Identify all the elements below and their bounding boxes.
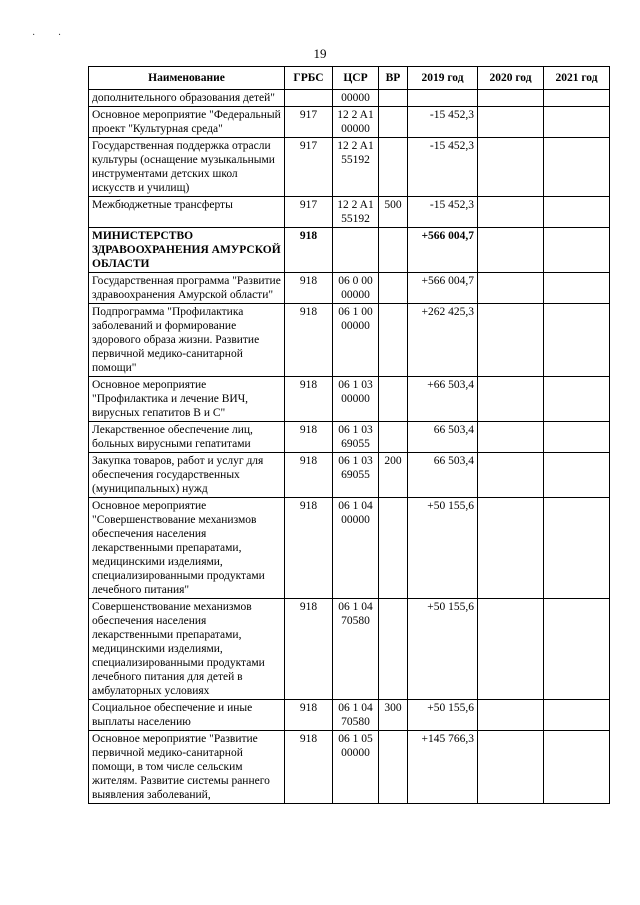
cell-y2020 bbox=[478, 731, 544, 804]
cell-grbs: 918 bbox=[285, 304, 333, 377]
cell-grbs: 917 bbox=[285, 197, 333, 228]
cell-y2019: +50 155,6 bbox=[408, 498, 478, 599]
cell-vr: 200 bbox=[379, 453, 408, 498]
header-2021: 2021 год bbox=[544, 67, 610, 90]
cell-y2020 bbox=[478, 453, 544, 498]
header-grbs: ГРБС bbox=[285, 67, 333, 90]
cell-name: дополнительного образования детей" bbox=[89, 90, 285, 107]
cell-y2021 bbox=[544, 498, 610, 599]
cell-y2019: +262 425,3 bbox=[408, 304, 478, 377]
cell-y2021 bbox=[544, 700, 610, 731]
table-row bbox=[89, 304, 610, 377]
cell-csr: 06 1 05 00000 bbox=[333, 731, 379, 804]
cell-name: Подпрограмма "Профилактика заболеваний и формирование здорового образа жизни. Развитие первичной медико-санитарной помощи" bbox=[89, 304, 285, 377]
cell-y2021 bbox=[544, 422, 610, 453]
cell-name: Закупка товаров, работ и услуг для обеспечения государственных (муниципальных) нужд bbox=[89, 453, 285, 498]
cell-grbs: 917 bbox=[285, 107, 333, 138]
cell-y2021 bbox=[544, 304, 610, 377]
cell-y2020 bbox=[478, 599, 544, 700]
table-row bbox=[89, 453, 610, 498]
cell-vr bbox=[379, 498, 408, 599]
cell-vr bbox=[379, 90, 408, 107]
cell-y2019: -15 452,3 bbox=[408, 107, 478, 138]
budget-table bbox=[88, 66, 610, 804]
table-row bbox=[89, 107, 610, 138]
cell-csr: 06 1 03 00000 bbox=[333, 377, 379, 422]
cell-csr: 12 2 A1 55192 bbox=[333, 197, 379, 228]
cell-grbs: 918 bbox=[285, 498, 333, 599]
header-name: Наименование bbox=[89, 67, 285, 90]
cell-vr bbox=[379, 138, 408, 197]
table-row bbox=[89, 599, 610, 700]
cell-csr: 06 1 03 69055 bbox=[333, 453, 379, 498]
cell-y2021 bbox=[544, 228, 610, 273]
cell-y2021 bbox=[544, 197, 610, 228]
cell-csr: 00000 bbox=[333, 90, 379, 107]
cell-name: Государственная программа "Развитие здравоохранения Амурской области" bbox=[89, 273, 285, 304]
cell-y2019: +50 155,6 bbox=[408, 599, 478, 700]
cell-y2021 bbox=[544, 731, 610, 804]
cell-name: Социальное обеспечение и иные выплаты населению bbox=[89, 700, 285, 731]
header-2020: 2020 год bbox=[478, 67, 544, 90]
cell-grbs: 918 bbox=[285, 731, 333, 804]
cell-vr: 500 bbox=[379, 197, 408, 228]
table-body bbox=[89, 90, 610, 804]
cell-csr: 06 1 04 70580 bbox=[333, 599, 379, 700]
table-row bbox=[89, 273, 610, 304]
cell-name: Межбюджетные трансферты bbox=[89, 197, 285, 228]
cell-csr: 12 2 A1 55192 bbox=[333, 138, 379, 197]
header-2019: 2019 год bbox=[408, 67, 478, 90]
cell-y2020 bbox=[478, 107, 544, 138]
cell-y2019: -15 452,3 bbox=[408, 138, 478, 197]
cell-y2020 bbox=[478, 377, 544, 422]
cell-y2019: 66 503,4 bbox=[408, 453, 478, 498]
table-row bbox=[89, 228, 610, 273]
cell-y2020 bbox=[478, 273, 544, 304]
cell-y2021 bbox=[544, 377, 610, 422]
cell-y2020 bbox=[478, 304, 544, 377]
cell-vr bbox=[379, 273, 408, 304]
cell-y2020 bbox=[478, 138, 544, 197]
cell-name: МИНИСТЕРСТВО ЗДРАВООХРАНЕНИЯ АМУРСКОЙ ОБЛАСТИ bbox=[89, 228, 285, 273]
cell-vr bbox=[379, 304, 408, 377]
cell-vr: 300 bbox=[379, 700, 408, 731]
cell-y2021 bbox=[544, 453, 610, 498]
cell-y2020 bbox=[478, 498, 544, 599]
cell-name: Основное мероприятие "Развитие первичной медико-санитарной помощи, в том числе сельским жителям. Развитие системы раннего выявления заболеваний, bbox=[89, 731, 285, 804]
table-row bbox=[89, 138, 610, 197]
header-vr: ВР bbox=[379, 67, 408, 90]
cell-y2020 bbox=[478, 700, 544, 731]
cell-vr bbox=[379, 731, 408, 804]
cell-vr bbox=[379, 599, 408, 700]
cell-csr: 06 0 00 00000 bbox=[333, 273, 379, 304]
scan-marks: · · bbox=[32, 30, 72, 41]
cell-csr: 06 1 04 00000 bbox=[333, 498, 379, 599]
cell-y2019: 66 503,4 bbox=[408, 422, 478, 453]
cell-name: Лекарственное обеспечение лиц, больных вирусными гепатитами bbox=[89, 422, 285, 453]
table-row bbox=[89, 377, 610, 422]
cell-y2021 bbox=[544, 273, 610, 304]
cell-csr bbox=[333, 228, 379, 273]
cell-grbs: 917 bbox=[285, 138, 333, 197]
cell-grbs: 918 bbox=[285, 599, 333, 700]
cell-y2021 bbox=[544, 107, 610, 138]
cell-y2021 bbox=[544, 599, 610, 700]
header-csr: ЦСР bbox=[333, 67, 379, 90]
cell-name: Основное мероприятие "Совершенствование механизмов обеспечения населения лекарственными препаратами, медицинскими изделиями, специализированными продуктами лечебного питания" bbox=[89, 498, 285, 599]
cell-y2019: +66 503,4 bbox=[408, 377, 478, 422]
cell-vr bbox=[379, 107, 408, 138]
cell-y2019: +566 004,7 bbox=[408, 228, 478, 273]
cell-grbs: 918 bbox=[285, 453, 333, 498]
cell-name: Государственная поддержка отрасли культуры (оснащение музыкальными инструментами детских школ искусств и училищ) bbox=[89, 138, 285, 197]
cell-grbs: 918 bbox=[285, 377, 333, 422]
cell-name: Основное мероприятие "Профилактика и лечение ВИЧ, вирусных гепатитов В и С" bbox=[89, 377, 285, 422]
table-row bbox=[89, 90, 610, 107]
cell-csr: 06 1 04 70580 bbox=[333, 700, 379, 731]
cell-csr: 06 1 00 00000 bbox=[333, 304, 379, 377]
cell-y2019: +50 155,6 bbox=[408, 700, 478, 731]
cell-grbs: 918 bbox=[285, 422, 333, 453]
cell-csr: 12 2 A1 00000 bbox=[333, 107, 379, 138]
table-row bbox=[89, 498, 610, 599]
cell-y2019: -15 452,3 bbox=[408, 197, 478, 228]
cell-y2020 bbox=[478, 90, 544, 107]
cell-vr bbox=[379, 377, 408, 422]
cell-y2020 bbox=[478, 228, 544, 273]
cell-vr bbox=[379, 228, 408, 273]
cell-y2019: +145 766,3 bbox=[408, 731, 478, 804]
table-row bbox=[89, 197, 610, 228]
header-row bbox=[89, 67, 610, 90]
cell-y2019: +566 004,7 bbox=[408, 273, 478, 304]
cell-csr: 06 1 03 69055 bbox=[333, 422, 379, 453]
cell-name: Совершенствование механизмов обеспечения населения лекарственными препаратами, медицинскими изделиями, специализированными продуктами лечебного питания для детей в амбулаторных условиях bbox=[89, 599, 285, 700]
cell-y2020 bbox=[478, 422, 544, 453]
cell-grbs: 918 bbox=[285, 700, 333, 731]
table-row bbox=[89, 700, 610, 731]
cell-vr bbox=[379, 422, 408, 453]
page-number: 19 bbox=[313, 46, 327, 61]
cell-grbs bbox=[285, 90, 333, 107]
cell-name: Основное мероприятие "Федеральный проект "Культурная среда" bbox=[89, 107, 285, 138]
cell-y2019 bbox=[408, 90, 478, 107]
cell-y2020 bbox=[478, 197, 544, 228]
cell-grbs: 918 bbox=[285, 273, 333, 304]
cell-y2021 bbox=[544, 90, 610, 107]
table-row bbox=[89, 422, 610, 453]
cell-grbs: 918 bbox=[285, 228, 333, 273]
table-row bbox=[89, 731, 610, 804]
cell-y2021 bbox=[544, 138, 610, 197]
